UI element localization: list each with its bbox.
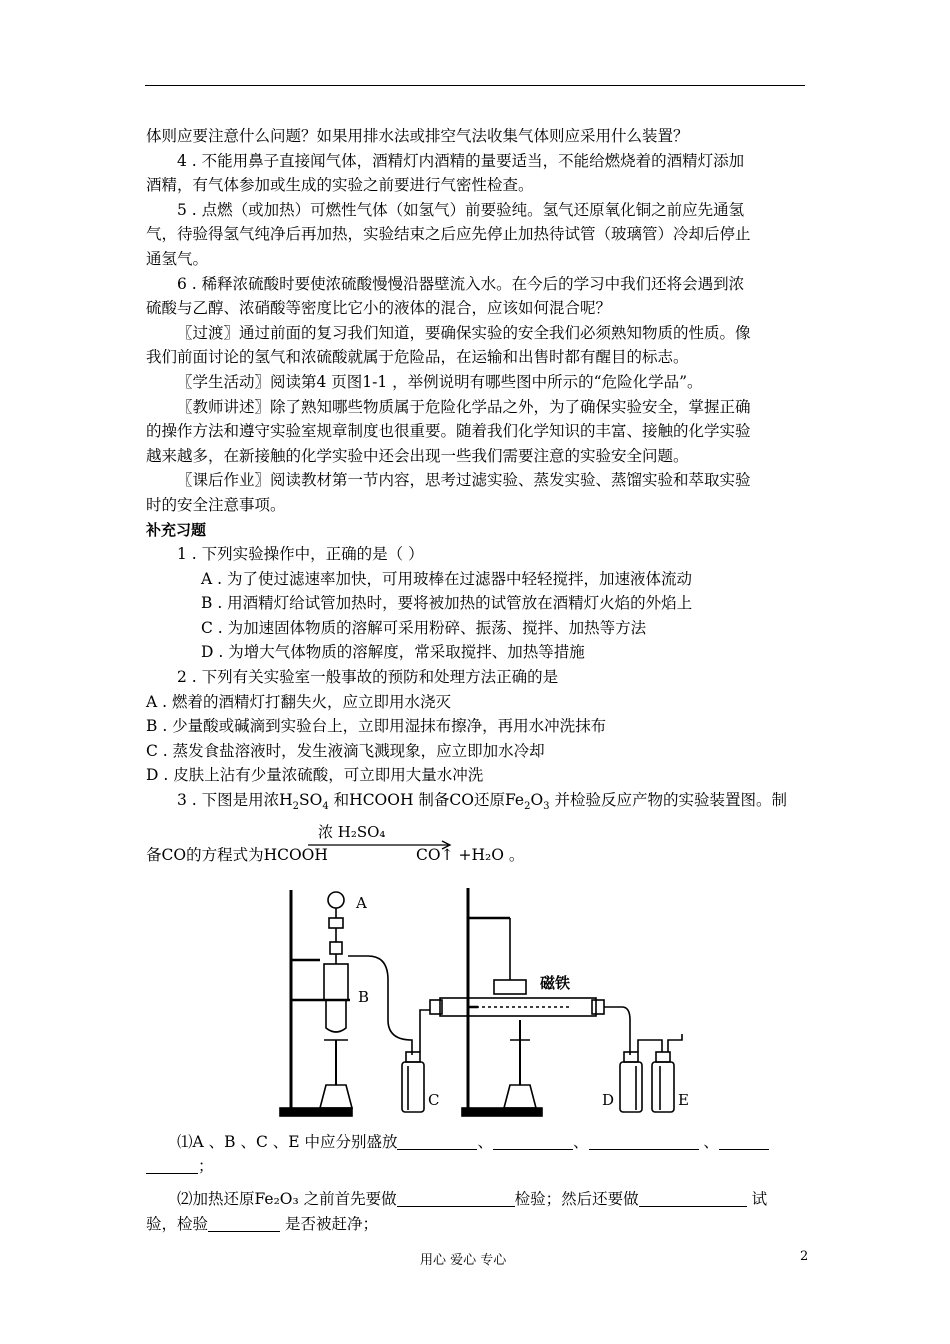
subquestion-2-cont: 验，检验 是否被赶净； [146, 1214, 378, 1233]
equation-reactant: 备CO的方程式为HCOOH [146, 845, 328, 864]
question-2-stem: 2 . 下列有关实验室一般事故的预防和处理方法正确的是 [177, 668, 559, 687]
answer-blank[interactable] [493, 1133, 573, 1150]
answer-blank[interactable] [719, 1133, 769, 1150]
text-line: 酒精，有气体参加或生成的实验之前要进行气密性检查。 [146, 176, 534, 195]
text-line: 越来越多，在新接触的化学实验中还会出现一些我们需要注意的实验安全问题。 [146, 446, 689, 465]
label-e: E [678, 1090, 689, 1109]
answer-blank[interactable] [397, 1190, 515, 1207]
text-line: 体则应要注意什么问题？如果用排水法或排空气法收集气体则应采用什么装置？ [146, 127, 689, 145]
reaction-equation [146, 820, 806, 868]
subquestion-1: ⑴A 、B 、C 、E 中应分别盛放 、 、 、 [146, 1130, 806, 1155]
text-line: 6 . 稀释浓硫酸时要使浓硫酸慢慢沿器壁流入水。在今后的学习中我们还将会遇到浓 [177, 274, 745, 293]
page-body [146, 124, 806, 1236]
section-heading: 补充习题 [146, 520, 207, 539]
question-1-option-b: B . 用酒精灯给试管加热时，要将被加热的试管放在酒精灯火焰的外焰上 [201, 594, 693, 613]
question-1-stem: 1 . 下列实验操作中，正确的是（ ） [177, 545, 424, 564]
equation-product: CO↑ +H₂O 。 [416, 845, 525, 864]
question-2-option-c: C . 蒸发食盐溶液时，发生液滴飞溅现象，应立即加水冷却 [146, 741, 545, 760]
text-line: 的操作方法和遵守实验室规章制度也很重要。随着我们化学知识的丰富、接触的化学实验 [146, 422, 751, 441]
text-line: 〖过渡〗通过前面的复习我们知道，要确保实验的安全我们必须熟知物质的性质。像 [177, 323, 751, 342]
text-line: 通氢气。 [146, 249, 209, 268]
text-line: 〖教师讲述〗除了熟知哪些物质属于危险化学品之外，为了确保实验安全，掌握正确 [177, 397, 751, 416]
subquestion-1-cont: ； [146, 1154, 806, 1179]
label-a: A [356, 893, 367, 912]
question-1-option-c: C . 为加速固体物质的溶解可采用粉碎、振荡、搅拌、加热等方法 [201, 618, 647, 637]
text-line: 〖课后作业〗阅读教材第一节内容，思考过滤实验、蒸发实验、蒸馏实验和萃取实验 [177, 471, 751, 490]
text-line: 4 . 不能用鼻子直接闻气体，酒精灯内酒精的量要适当，不能给燃烧着的酒精灯添加 [177, 151, 745, 170]
question-2-option-a: A . 燃着的酒精灯打翻失火，应立即用水浇灭 [146, 692, 451, 711]
answer-blank[interactable] [589, 1133, 699, 1150]
label-c: C [428, 1090, 440, 1109]
label-magnet: 磁铁 [540, 973, 571, 992]
answer-blank[interactable] [397, 1133, 477, 1150]
answer-blank[interactable] [146, 1157, 198, 1174]
question-2-option-b: B . 少量酸或碱滴到实验台上，立即用湿抹布擦净，再用水冲洗抹布 [146, 717, 607, 736]
text-line: 5 . 点燃（或加热）可燃性气体（如氢气）前要验纯。氢气还原氧化铜之前应先通氢 [177, 200, 745, 219]
text-line: 〖学生活动〗阅读第4 页图1-1 ，举例说明有哪些图中所示的“危险化学品”。 [177, 372, 703, 391]
page-number: 2 [800, 1249, 809, 1264]
answer-blank[interactable] [639, 1190, 747, 1207]
question-1-option-d: D . 为增大气体物质的溶解度，常采取搅拌、加热等措施 [201, 643, 585, 662]
apparatus-figure [146, 880, 806, 1130]
answer-blank[interactable] [208, 1215, 280, 1232]
text-line: 硫酸与乙醇、浓硝酸等密度比它小的液体的混合，应该如何混合呢？ [146, 299, 612, 318]
question-1-option-a: A . 为了使过滤速率加快，可用玻棒在过滤器中轻轻搅拌，加速液体流动 [201, 569, 692, 588]
text-line: 我们前面讨论的氢气和浓硫酸就属于危险品，在运输和出售时都有醒目的标志。 [146, 348, 689, 367]
equation-condition: 浓 H₂SO₄ [318, 822, 386, 841]
apparatus-diagram [270, 880, 690, 1125]
question-2-option-d: D . 皮肤上沾有少量浓硫酸，可立即用大量水冲洗 [146, 766, 484, 785]
header-rule [145, 85, 805, 86]
label-d: D [602, 1090, 615, 1109]
text-line: 气，待验得氢气纯净后再加热，实验结束之后应先停止加热待试管（玻璃管）冷却后停止 [146, 225, 751, 244]
label-b: B [358, 987, 370, 1006]
subquestion-2: ⑵加热还原Fe₂O₃ 之前首先要做 检验；然后还要做 试 [177, 1189, 768, 1208]
text-line: 时的安全注意事项。 [146, 495, 286, 514]
footer-motto: 用心 爱心 专心 [420, 1253, 507, 1268]
question-3-stem: 3 . 下图是用浓$H_2SO_4$ 和HCOOH 制备CO还原$Fe_2O_3$ 并检验反应产物的实验装置图。制 [177, 791, 787, 813]
